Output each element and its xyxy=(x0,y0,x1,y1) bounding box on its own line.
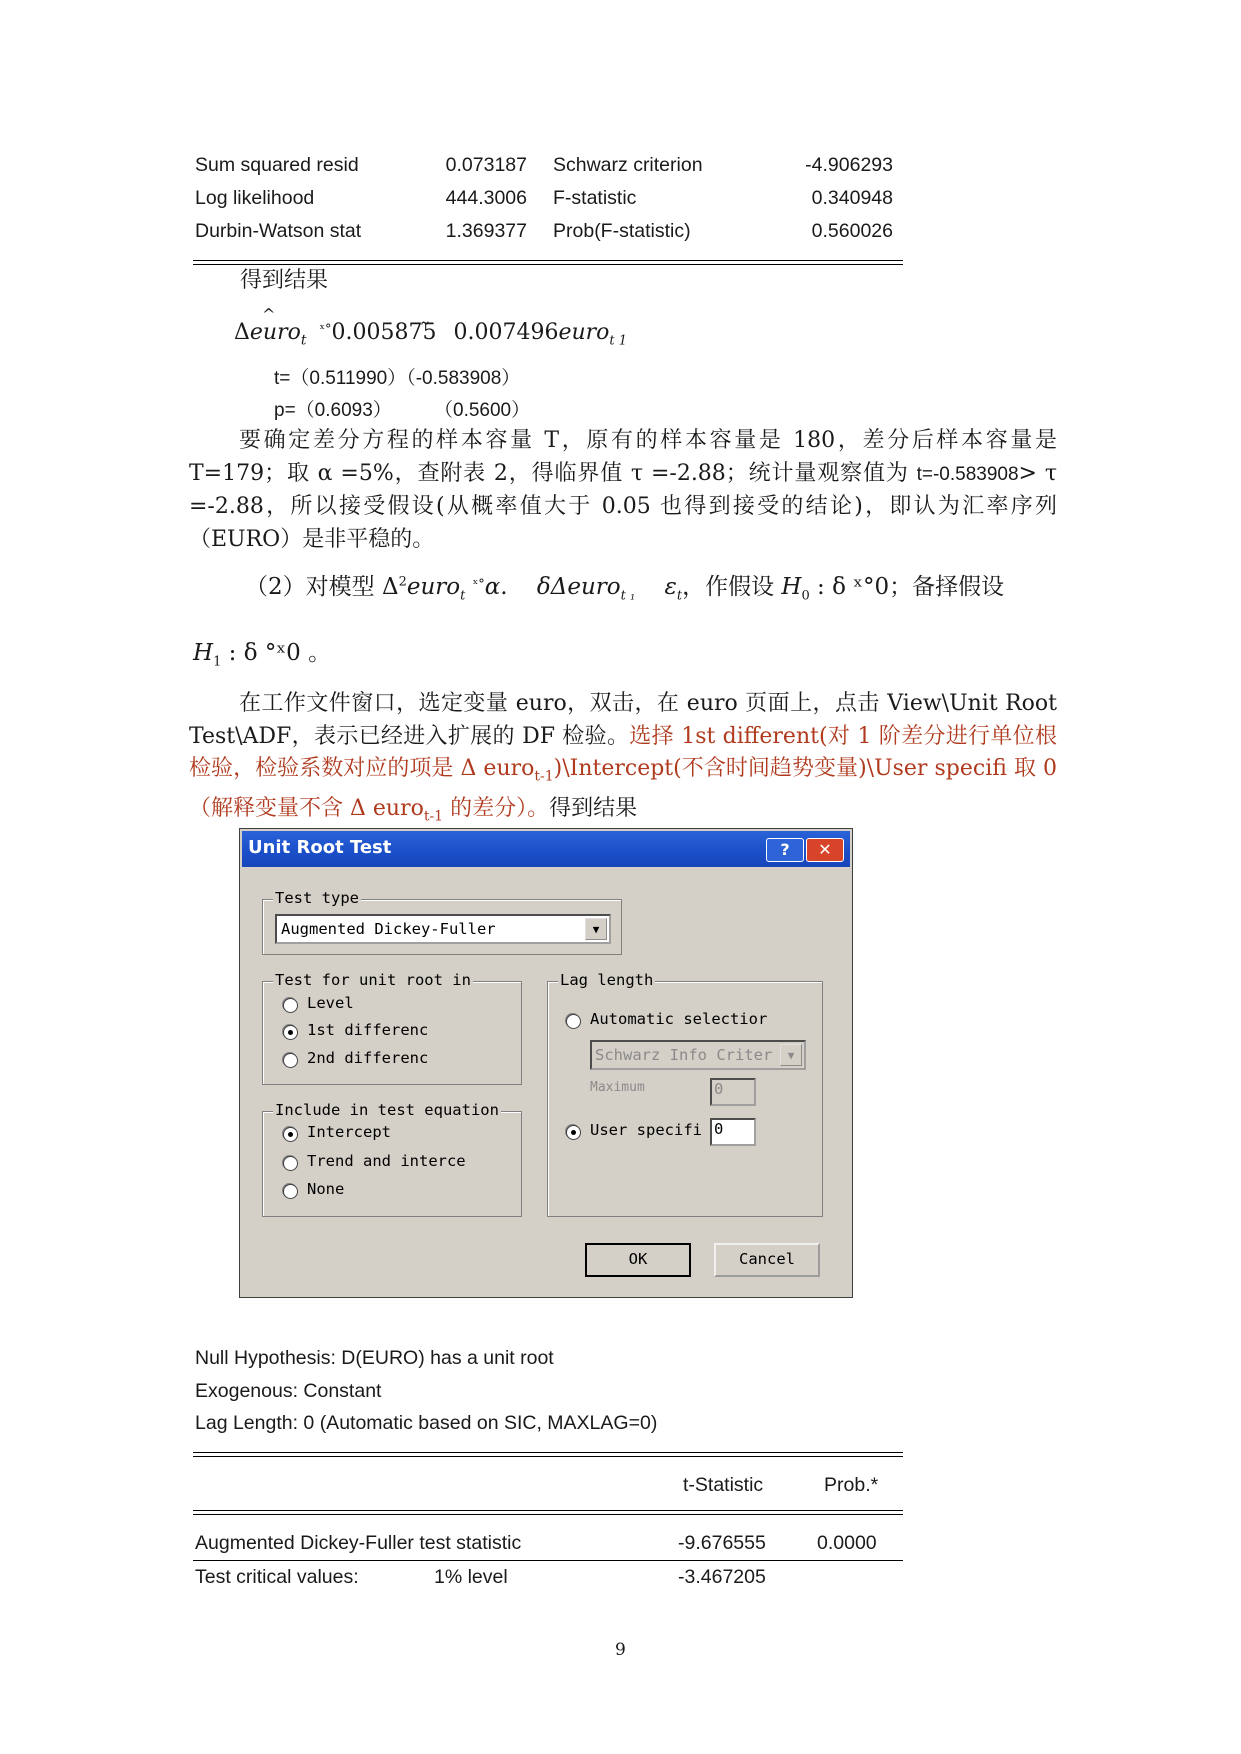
chevron-down-icon[interactable]: ▼ xyxy=(585,918,607,940)
table-rule xyxy=(193,260,903,261)
subscript-t1: t ₁ xyxy=(620,588,636,604)
instruction-text: 得到结果 xyxy=(549,795,638,821)
model-prefix: （2）对模型 xyxy=(245,574,382,600)
criterion-select[interactable] xyxy=(590,1040,806,1070)
exogenous: Exogenous: Constant xyxy=(195,1380,382,1402)
dialog-titlebar xyxy=(242,831,850,867)
h0-rest: : δ ˣ°0；备择假设 xyxy=(809,574,1005,600)
stats-row xyxy=(195,218,903,251)
adf-prob: 0.0000 xyxy=(817,1532,877,1554)
col-header-t: t-Statistic xyxy=(683,1474,764,1496)
lag-length-note: Lag Length: 0 (Automatic based on SIC, MAXLAG=0) xyxy=(195,1412,658,1434)
radio-1st-difference[interactable] xyxy=(283,1025,298,1040)
rhs-variable: euro xyxy=(558,320,610,345)
model-suffix: ，作假设 xyxy=(682,574,782,600)
lhs-subscript: t xyxy=(300,332,307,349)
epsilon-subscript: t xyxy=(676,588,683,604)
table-rule xyxy=(193,1452,903,1453)
radio-user-specified[interactable] xyxy=(566,1125,581,1140)
radio-label: None xyxy=(307,1180,345,1198)
h1-rest: : δ °ˣ0 。 xyxy=(221,640,332,666)
adf-t-stat: -9.676555 xyxy=(678,1532,766,1554)
hat-mark: ^ xyxy=(262,305,276,324)
highlight-text: 的差分）。 xyxy=(443,795,550,821)
h1-symbol: H xyxy=(193,640,214,666)
radio-automatic[interactable] xyxy=(566,1014,581,1029)
radio-label: 1st differenc xyxy=(307,1021,429,1039)
stat-label: Sum squared resid xyxy=(195,154,359,176)
stat-value: 444.3006 xyxy=(445,187,527,209)
dot-mark: . xyxy=(500,574,508,600)
crit-value: -3.467205 xyxy=(678,1566,766,1588)
include-label: Include in test equation xyxy=(275,1101,499,1119)
highlight-subscript: t-1 xyxy=(423,808,444,825)
stats-row xyxy=(195,185,903,218)
close-button[interactable]: ✕ xyxy=(806,838,844,862)
stat-value: 0.560026 xyxy=(811,220,893,242)
alpha-symbol: α xyxy=(484,574,501,600)
test-type-label: Test type xyxy=(275,889,359,907)
stat-value: 0.340948 xyxy=(811,187,893,209)
p-values: p=（0.6093） （0.5600） xyxy=(274,400,531,421)
radio-trend-intercept[interactable] xyxy=(283,1156,298,1171)
subscript-t: t xyxy=(460,588,466,604)
paragraph-conclusion xyxy=(189,425,1057,556)
lhs-variable: euro xyxy=(249,320,301,345)
criterion-value: Schwarz Info Criter xyxy=(595,1046,773,1064)
stat-label: Schwarz criterion xyxy=(553,154,703,176)
h0-subscript: 0 xyxy=(801,588,810,604)
radio-level[interactable] xyxy=(283,998,298,1013)
stat-value: 0.073187 xyxy=(445,154,527,176)
t-values: t=（0.511990）（-0.583908） xyxy=(274,368,521,389)
crit-level: 1% level xyxy=(434,1566,508,1588)
chevron-down-icon[interactable]: ▼ xyxy=(780,1044,802,1066)
stats-row xyxy=(195,152,903,185)
stat-label: Prob(F-statistic) xyxy=(553,220,691,242)
radio-2nd-difference[interactable] xyxy=(283,1053,298,1068)
ok-button[interactable]: OK xyxy=(585,1243,691,1277)
stat-value: 1.369377 xyxy=(445,220,527,242)
unit-root-test-dialog xyxy=(239,828,853,1298)
instruction-text: 在工作文件窗口，选定变量 euro，双击，在 euro 页面上，点击 View\Unit Root Test\ADF，表示已经进入扩展的 DF 检验。 xyxy=(189,691,1057,749)
delta-term: δΔeuro xyxy=(536,574,621,600)
table-rule xyxy=(193,1456,903,1457)
rhs-subscript: t 1 xyxy=(609,333,628,349)
result-heading: 得到结果 xyxy=(240,268,329,293)
equals-symbol: ˣ° xyxy=(319,322,332,337)
col-header-prob: Prob.* xyxy=(824,1474,879,1496)
radio-label: Trend and interce xyxy=(307,1152,466,1170)
radio-label: Level xyxy=(307,994,354,1012)
null-hypothesis: Null Hypothesis: D(EURO) has a unit root xyxy=(195,1347,554,1369)
help-button[interactable]: ? xyxy=(766,838,804,862)
page-number: 9 xyxy=(615,1640,626,1660)
epsilon-symbol: ε xyxy=(664,574,677,600)
equation xyxy=(234,320,627,348)
radio-intercept[interactable] xyxy=(283,1127,298,1142)
coef-euro: 0.007496 xyxy=(453,320,559,345)
include-group xyxy=(262,1101,522,1217)
alt-hypothesis xyxy=(193,634,331,670)
radio-label: Intercept xyxy=(307,1123,391,1141)
paragraph-text: 要确定差分方程的样本容量 T，原有的样本容量是 180，差分后样本容量是 T=179；取 α =5%，查附表 2，得临界值 τ =-2.88；统计量观察值为 xyxy=(189,428,1057,486)
highlight-text: )\Intercept(不含时间趋势变量)\User specifi 取 0（解释变量不含 Δ euro xyxy=(189,756,1058,821)
regression-stats-table xyxy=(195,152,903,251)
stat-label: F-statistic xyxy=(553,187,637,209)
h0-symbol: H xyxy=(781,574,802,600)
superscript-2: 2 xyxy=(398,574,407,590)
paragraph-text: > τ =-2.88，所以接受假设(从概率值大于 0.05 也得到接受的结论)，即认为汇率序列（EURO）是非平稳的。 xyxy=(189,460,1057,552)
radio-label: 2nd differenc xyxy=(307,1049,429,1067)
test-type-value: Augmented Dickey-Fuller xyxy=(281,920,496,938)
unit-root-label: Test for unit root in xyxy=(275,971,471,989)
model-variable: euro xyxy=(406,574,461,600)
maximum-label: Maximum xyxy=(590,1080,645,1095)
delta-symbol: Δ xyxy=(381,574,399,600)
maximum-input[interactable]: 0 xyxy=(710,1078,756,1106)
highlight-text: 选择 1st different(对 1 阶差分进行单位根检验，检验系数对应的项是 Δ euro xyxy=(189,723,1057,781)
radio-none[interactable] xyxy=(283,1184,298,1199)
paragraph-instructions xyxy=(189,688,1057,833)
test-type-select[interactable] xyxy=(275,914,611,944)
lag-length-label: Lag length xyxy=(560,971,654,989)
table-rule xyxy=(193,1510,903,1511)
cancel-button[interactable]: Cancel xyxy=(714,1243,820,1277)
highlight-subscript: t-1 xyxy=(534,768,554,785)
unit-root-group xyxy=(262,971,522,1085)
lag-length-group xyxy=(547,971,823,1217)
table-rule xyxy=(193,1514,903,1515)
table-rule xyxy=(193,1560,903,1561)
test-type-group xyxy=(262,889,622,955)
coef-constant: 0.005875 xyxy=(331,320,437,345)
radio-label: User specifi xyxy=(590,1121,702,1139)
equals-symbol: ˣ° xyxy=(472,577,485,592)
model-statement xyxy=(245,568,1004,604)
radio-label: Automatic selectior xyxy=(590,1010,768,1028)
crit-label: Test critical values: xyxy=(195,1566,359,1588)
stat-value: -4.906293 xyxy=(805,154,893,176)
dialog-title: Unit Root Test xyxy=(248,837,392,858)
stat-label: Durbin-Watson stat xyxy=(195,220,362,242)
adf-label: Augmented Dickey-Fuller test statistic xyxy=(195,1532,522,1554)
delta-symbol: Δ xyxy=(234,320,250,345)
h1-subscript: 1 xyxy=(213,654,222,670)
t-observed: t=-0.583908 xyxy=(916,463,1019,485)
stat-label: Log likelihood xyxy=(195,187,315,209)
user-lag-input[interactable]: 0 xyxy=(710,1118,756,1146)
